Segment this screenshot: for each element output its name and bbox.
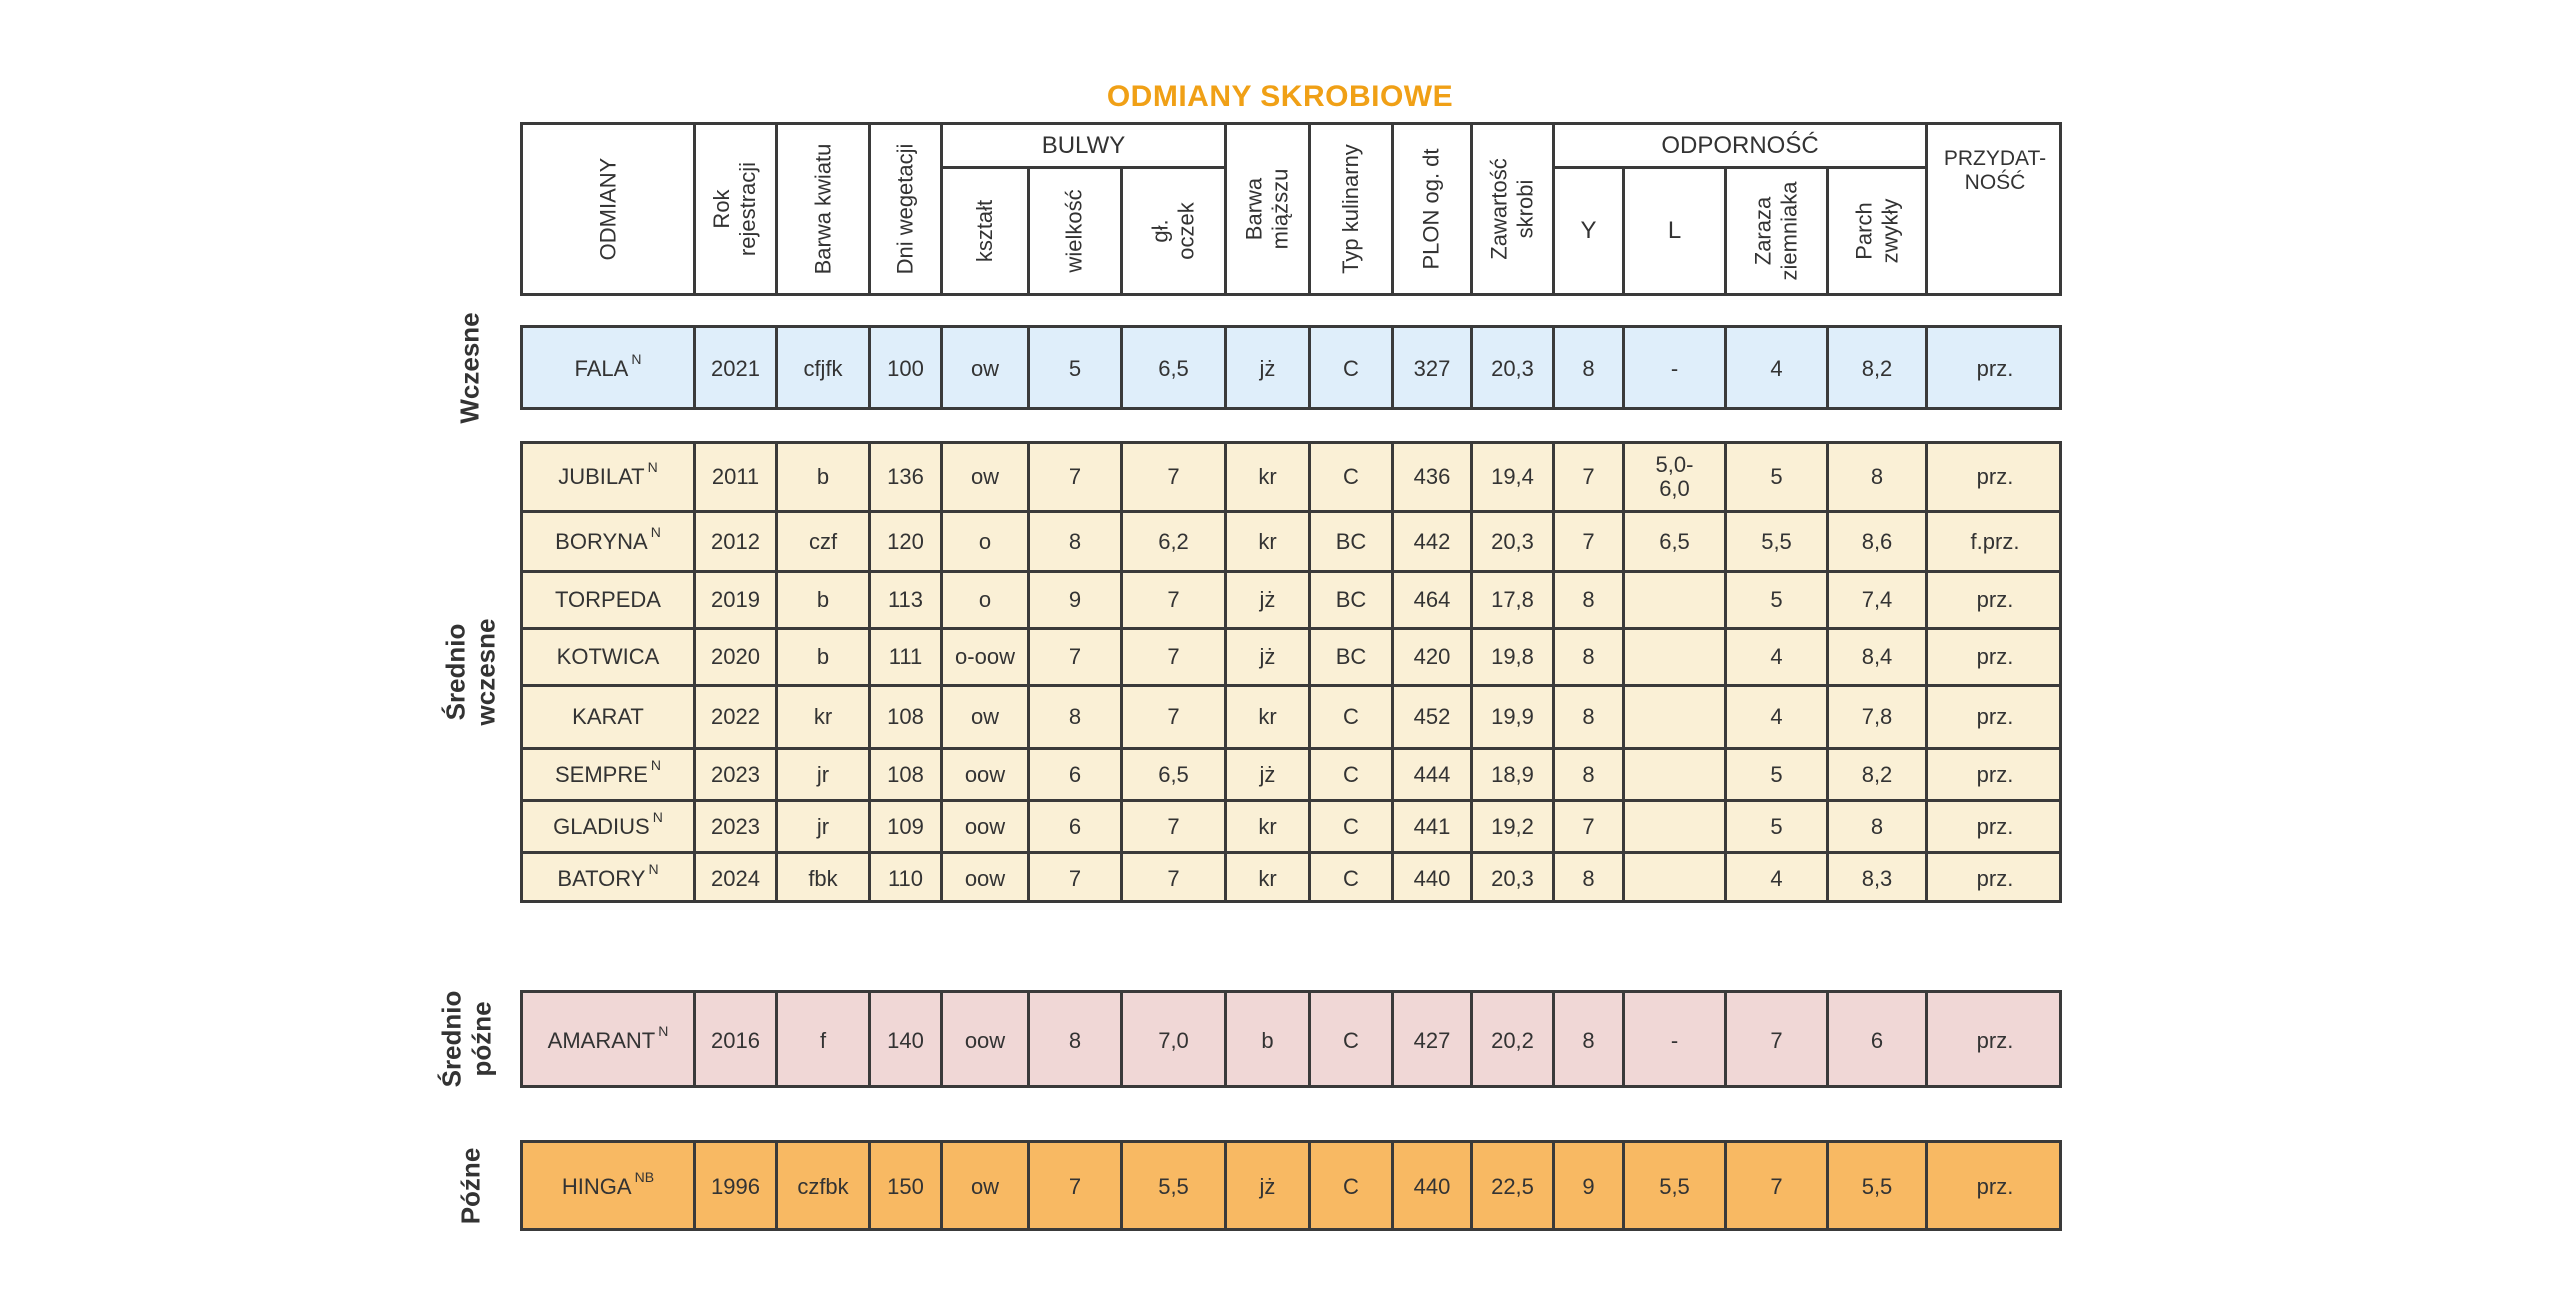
table-cell: 18,9 [1491,761,1534,787]
header-rok-rejestracji: Rok rejestracji [709,161,761,257]
table-cell: 2023 [711,813,760,839]
table-cell: 113 [887,587,924,612]
table-cell: prz. [1976,464,2014,489]
variety-name: HINGA $^{NB}$ [523,1143,693,1231]
table-cell: ow [970,1174,1000,1199]
header-przydatnosc: PRZYDAT- NOŚĆ [1943,147,2047,194]
table-row [523,513,2059,573]
table-cell: fbk [808,865,838,891]
table-cell: 6 [1870,1027,1884,1053]
table-cell: 7,0 [1158,1027,1189,1053]
table-cell: 19,9 [1491,704,1534,729]
table-cell: 8 [1582,704,1595,729]
table-cell: C [1343,865,1359,891]
table-cell: 2022 [711,704,760,729]
table-cell: oow [964,865,1006,891]
table-cell: 7 [1167,587,1180,612]
table-row [523,687,2059,750]
table-cell: prz. [1976,865,2014,891]
table-row [523,750,2059,802]
table-cell: prz. [1976,704,2014,729]
table-cell: f.prz. [1970,528,2020,554]
table-cell: - [1670,1027,1679,1053]
table-cell: prz. [1976,644,2014,669]
table-cell: 7 [1167,464,1180,489]
table-cell [1625,854,1724,903]
table-cell: 8 [1582,865,1595,891]
group-3 [520,1140,2062,1231]
table-cell: o-oow [955,644,1015,669]
table-cell: 5 [1770,464,1783,489]
table-cell: ow [970,356,1000,381]
table-cell: b [1261,1027,1274,1053]
group-0 [520,325,2062,410]
header-ksztalt: kształt [971,199,997,263]
table-cell: 8 [1582,761,1595,787]
table-cell: 20,3 [1491,356,1534,381]
table-cell: 5,5 [1158,1174,1189,1199]
table-cell: oow [964,813,1006,839]
table-cell: 8,4 [1861,644,1893,669]
header-parch-zwykly: Parch zwykły [1851,198,1902,264]
table-cell [1625,802,1724,851]
group-1 [520,441,2062,903]
table-cell: 8 [1582,1027,1595,1053]
table-cell: 8,2 [1861,761,1893,787]
header-odmiany: ODMIANY [595,157,620,261]
variety-superscript: NB [634,1169,655,1185]
table-cell: 5,5 [1761,528,1792,554]
table-cell: 19,2 [1491,813,1534,839]
table-cell: kr [1258,865,1277,891]
variety-name: BATORY $^N$ [523,854,693,903]
table-cell: 8,6 [1861,528,1893,554]
table-row [523,573,2059,630]
table-cell: kr [813,704,833,729]
table-cell: 8 [1870,813,1884,839]
table-cell: b [816,644,830,669]
table-cell: 17,8 [1491,587,1534,612]
table-cell: 327 [1413,356,1451,381]
table-cell: 2021 [711,356,760,381]
table-header [520,122,2062,296]
table-cell: 6,2 [1158,528,1189,554]
table-cell [1625,750,1724,799]
table-cell: 7 [1068,644,1082,669]
header-barwa-kwiatu: Barwa kwiatu [810,143,835,275]
header-plon: PLON og. dt [1419,148,1445,270]
header-gl-oczek: gł. oczek [1147,202,1199,260]
group-label: Średnio późne [436,990,497,1088]
table-cell: jr [816,813,830,839]
table-row [523,854,2059,906]
table-cell: 7 [1167,644,1180,669]
table-cell: 6 [1068,813,1082,839]
table-cell: 7 [1068,1174,1082,1199]
table-cell: 7 [1582,528,1595,554]
variety-superscript: N [648,860,659,877]
table-cell: 20,3 [1491,528,1534,554]
table-cell: 7 [1582,464,1595,489]
header-l: L [1667,216,1682,244]
table-cell: 2019 [711,587,760,612]
header-barwa-miazszu: Barwa miąższu [1241,168,1293,250]
table-cell: 7 [1770,1174,1783,1199]
table-cell: 8 [1582,644,1595,669]
table-cell [1625,687,1724,747]
table-cell: 5 [1770,813,1783,839]
table-cell: prz. [1976,587,2014,612]
table-cell: 7 [1582,813,1595,839]
table-cell: kr [1258,704,1277,729]
table-cell: C [1343,704,1359,729]
table-cell: czf [808,528,838,554]
header-bulwy: BULWY [1041,131,1126,159]
header-odpornosc: ODPORNOŚĆ [1661,131,1819,159]
group-label: Późne [454,1147,485,1224]
table-cell: 2012 [711,528,760,554]
variety-superscript: N [658,1022,669,1039]
table-cell: 20,2 [1491,1027,1534,1053]
table-cell: 8 [1068,528,1082,554]
table-cell: C [1343,813,1359,839]
table-cell: 9 [1068,587,1082,612]
table-cell: 2016 [711,1027,760,1053]
table-cell: 6,5 [1158,761,1189,787]
header-typ-kulinarny: Typ kulinarny [1338,144,1363,274]
table-cell: 7 [1167,704,1180,729]
table-cell: 5 [1770,761,1783,787]
table-cell: 427 [1413,1027,1451,1053]
variety-superscript: N [650,756,662,773]
table-cell: 7 [1770,1027,1783,1053]
table-cell: 5 [1770,587,1783,612]
table-cell: 108 [887,704,924,729]
table-cell: 100 [887,356,924,381]
group-label: Wczesne [455,311,486,424]
header-zawartosc-skrobi: Zawartość skrobi [1486,158,1538,260]
table-cell: C [1343,356,1359,381]
table-cell: czfbk [797,1174,849,1199]
table-cell: 420 [1413,644,1451,669]
table-cell: 1996 [711,1174,760,1199]
header-zaraza-ziemniaka: Zaraza ziemniaka [1750,181,1802,281]
table-cell: 7 [1068,865,1082,891]
table-cell: 2023 [711,761,760,787]
table-cell: 108 [887,761,924,787]
table-cell: C [1343,761,1359,787]
table-cell: oow [964,761,1006,787]
table-cell: 109 [887,813,924,839]
header-y: Y [1580,216,1597,244]
table-cell: 136 [887,464,924,489]
table-row [523,802,2059,854]
table-cell: kr [1258,464,1277,489]
variety-superscript: N [647,459,658,475]
table-cell: 440 [1413,865,1451,891]
header-wielkosc: wielkość [1061,189,1087,273]
table-cell: jr [816,761,830,787]
table-cell: 19,4 [1491,464,1534,489]
table-cell: 8 [1068,704,1082,729]
table-cell: 8 [1870,464,1884,489]
table-cell: 6,5 [1158,356,1189,381]
table-cell [1625,573,1724,627]
variety-name: AMARANT $^N$ [523,993,693,1088]
table-cell: ow [970,704,1000,729]
table-cell: 436 [1413,464,1451,489]
table-cell: ow [970,464,1000,489]
table-cell: b [816,587,830,612]
table-cell: jż [1259,1174,1276,1199]
table-cell: 6,5 [1659,528,1690,554]
variety-name: JUBILAT $^N$ [523,444,693,510]
table-cell: 22,5 [1491,1174,1534,1199]
table-cell: 9 [1582,1174,1595,1199]
table-cell: kr [1258,813,1277,839]
table-row [523,444,2059,513]
table-cell: prz. [1976,813,2014,839]
table-cell: 140 [887,1027,924,1053]
table-cell: C [1343,1027,1359,1053]
table-cell: o [978,587,992,612]
table-row [523,630,2059,687]
table-cell: 444 [1413,761,1451,787]
variety-name: SEMPRE $^N$ [523,750,693,799]
table-cell: f [819,1027,827,1053]
table-cell: 452 [1413,704,1451,729]
table-cell: 5 [1068,356,1082,381]
table-cell: 5,0- 6,0 [1655,452,1694,501]
table-cell: cfjfk [803,356,843,381]
table-cell: 2024 [711,865,760,891]
table-cell: 20,3 [1491,865,1534,891]
table-cell: jż [1259,761,1276,787]
table-cell: C [1343,1174,1359,1199]
table-cell: jż [1259,356,1276,381]
group-2 [520,990,2062,1088]
table-cell: o [978,528,992,554]
table-cell: 150 [887,1174,924,1199]
variety-superscript: N [650,523,661,540]
table-cell: 19,8 [1491,644,1534,669]
table-cell: BC [1335,528,1367,554]
table-cell: C [1343,464,1359,489]
table-cell: prz. [1976,356,2014,381]
table-cell: 4 [1770,644,1783,669]
table-cell: 7 [1068,464,1082,489]
variety-name: TORPEDA [555,587,661,612]
table-cell: 111 [888,644,923,669]
table-row [523,993,2059,1091]
table-cell: 2020 [711,644,760,669]
table-cell: prz. [1976,1174,2014,1199]
variety-superscript: N [631,351,642,367]
table-cell: 5,5 [1861,1174,1893,1199]
table-cell: prz. [1976,1027,2014,1053]
table-cell: 4 [1770,356,1783,381]
variety-name: KARAT [572,704,644,729]
table-cell: 7 [1167,865,1180,891]
table-cell: BC [1335,644,1367,669]
table-cell: oow [964,1027,1006,1053]
table-cell: 110 [887,865,924,891]
table-cell: 120 [887,528,924,554]
table-cell: 8,3 [1861,865,1893,891]
table-cell: prz. [1976,761,2014,787]
table-cell: jż [1259,587,1276,612]
table-cell: 7 [1167,813,1180,839]
page-title: ODMIANY SKROBIOWE [1106,80,1454,113]
variety-name: FALA $^N$ [523,328,693,410]
table-cell: 4 [1770,704,1783,729]
table-cell: kr [1258,528,1277,554]
group-label: Średnio wczesne [440,618,501,726]
table-cell: BC [1335,587,1367,612]
table-row [523,1143,2059,1234]
table-cell: 442 [1413,528,1451,554]
variety-superscript: N [652,808,663,825]
header-dni-wegetacji: Dni wegetacji [892,143,918,275]
table-cell: b [816,464,830,489]
table-cell: 7,4 [1861,587,1893,612]
table-cell: 464 [1413,587,1451,612]
table-cell: - [1670,356,1679,381]
table-cell: jż [1259,644,1276,669]
table-cell: 6 [1068,761,1082,787]
table-cell: 2011 [711,464,760,489]
table-row [523,328,2059,413]
table-cell: 441 [1413,813,1451,839]
table-cell: 8,2 [1861,356,1893,381]
table-cell: 7,8 [1861,704,1893,729]
variety-name: KOTWICA [556,644,660,669]
table-cell [1625,630,1724,684]
table-cell: 8 [1582,587,1595,612]
table-cell: 4 [1770,865,1783,891]
table-cell: 5,5 [1659,1174,1690,1199]
table-cell: 440 [1413,1174,1451,1199]
variety-name: BORYNA $^N$ [523,513,693,570]
table-cell: 8 [1582,356,1595,381]
variety-name: GLADIUS $^N$ [523,802,693,851]
table-cell: 8 [1068,1027,1082,1053]
